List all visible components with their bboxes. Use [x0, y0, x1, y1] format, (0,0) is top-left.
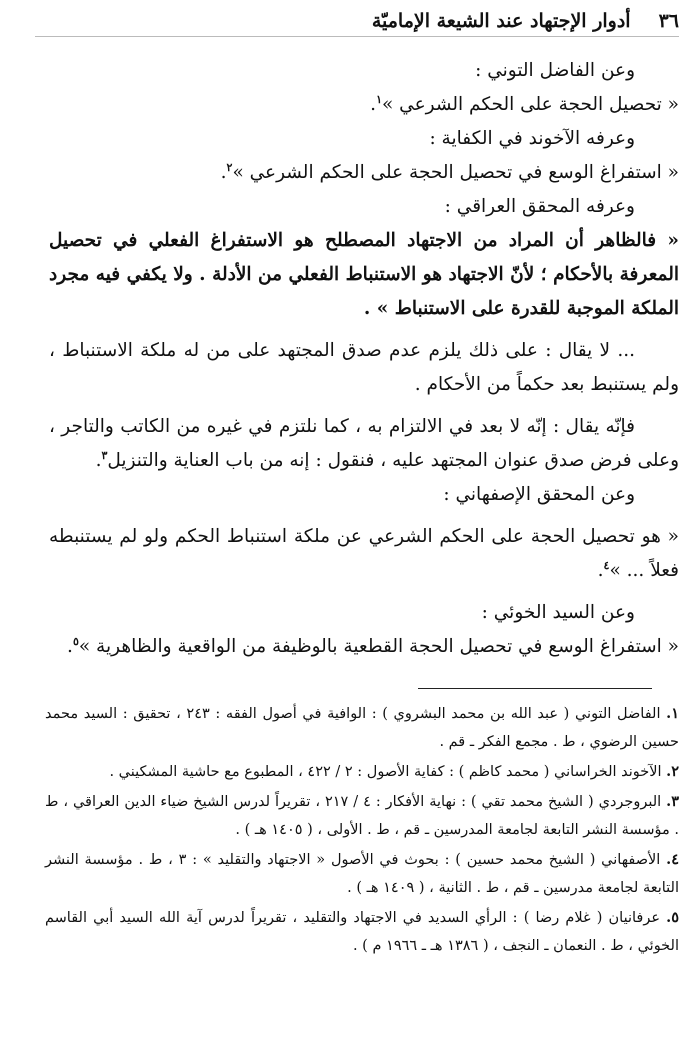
definition-tuni: « تحصيل الحجة على الحكم الشرعي »$^١$.: [370, 92, 679, 115]
paragraph-1: وعن الفاضل التوني :: [475, 60, 635, 81]
definition-akhund: « استفراغ الوسع في تحصيل الحجة على الحكم الشرعي »$^٢$.: [220, 160, 679, 183]
quote-iraqi: « فالظاهر أن المراد من الاجتهاد المصطلح هو الاستفراغ الفعلي في تحصيل المعرفة بالأحكام ؛ لأنّ الاجتهاد هو الاستنباط الفعلي من الأدلة . ولا يكفي فيه مجرد الملكة الموجبة للقدرة على الاستنباط » .: [49, 230, 679, 319]
header-divider: [35, 36, 679, 37]
running-title: أدوار الإجتهاد عند الشيعة الإماميّة: [371, 10, 631, 32]
paragraph-9: وعن المحقق الإصفهاني :: [443, 484, 635, 505]
definition-isfahani: « هو تحصيل الحجة على الحكم الشرعي عن ملكة استنباط الحكم ولو لم يستنبطه فعلاً ... »$^٤$.: [49, 526, 679, 581]
footnote-divider: [418, 688, 652, 689]
footnote-3: ٣. البروجردي ( الشيخ محمد تقي ) : نهاية الأفكار : ٤ / ٢١٧ ، تقريراً لدرس الشيخ ضياء الدين العراقي ، ط . مؤسسة النشر التابعة لجامعة المدرسين ـ قم ، ط . الأولى ، ( ١٤٠٥ هـ ) .: [45, 793, 679, 838]
footnote-ref-3[interactable]: ٣: [101, 448, 108, 462]
page-number: ٣٦: [658, 10, 679, 32]
running-header: [49, 6, 679, 36]
footnotes: [45, 700, 679, 962]
paragraph-3: وعرفه الآخوند في الكفاية :: [429, 128, 635, 149]
definition-khoei: « استفراغ الوسع في تحصيل الحجة القطعية بالوظيفة من الواقعية والظاهرية »$^٥$.: [67, 634, 679, 657]
paragraph-7: ... لا يقال : على ذلك يلزم عدم صدق المجتهد على من له ملكة الاستنباط ، ولم يستنبط بعد حكماً من الأحكام .: [49, 340, 679, 395]
paragraph-8: فإنّه يقال : إنّه لا بعد في الالتزام به ، كما نلتزم في غيره من الكاتب والتاجر ، وعلى فرض صدق عنوان المجتهد عليه ، فنقول : إنه من باب العناية والتنزيل$^٣$.: [49, 416, 679, 471]
footnote-ref-2[interactable]: ٢: [226, 160, 233, 174]
footnote-ref-4[interactable]: ٤: [603, 558, 610, 572]
paragraph-5: وعرفه المحقق العراقي :: [444, 196, 635, 217]
footnote-ref-1[interactable]: ١: [376, 92, 382, 106]
paragraph-11: وعن السيد الخوئي :: [481, 602, 635, 623]
footnote-5: ٥. عرفانيان ( غلام رضا ) : الرأي السديد في الاجتهاد والتقليد ، تقريراً لدرس آية الله السيد أبي القاسم الخوئي ، ط . النعمان ـ النجف ، ( ١٣٨٦ هـ ـ ١٩٦٦ م ) .: [45, 909, 679, 954]
footnote-4: ٤. الأصفهاني ( الشيخ محمد حسين ) : بحوث في الأصول « الاجتهاد والتقليد » : ٣ ، ط . مؤسسة النشر التابعة لجامعة مدرسين ـ قم ، ط . الثانية ، ( ١٤٠٩ هـ ) .: [45, 851, 680, 896]
footnote-ref-5[interactable]: ٥: [72, 634, 79, 648]
footnote-1: ١. الفاضل التوني ( عبد الله بن محمد البشروي ) : الوافية في أصول الفقه : ٢٤٣ ، تحقيق : السيد محمد حسين الرضوي ، ط . مجمع الفكر ـ قم .: [45, 705, 680, 750]
main-text: [49, 54, 679, 664]
footnote-2: ٢. الآخوند الخراساني ( محمد كاظم ) : كفاية الأصول : ٢ / ٤٢٢ ، المطبوع مع حاشية المشكيني .: [109, 763, 679, 780]
